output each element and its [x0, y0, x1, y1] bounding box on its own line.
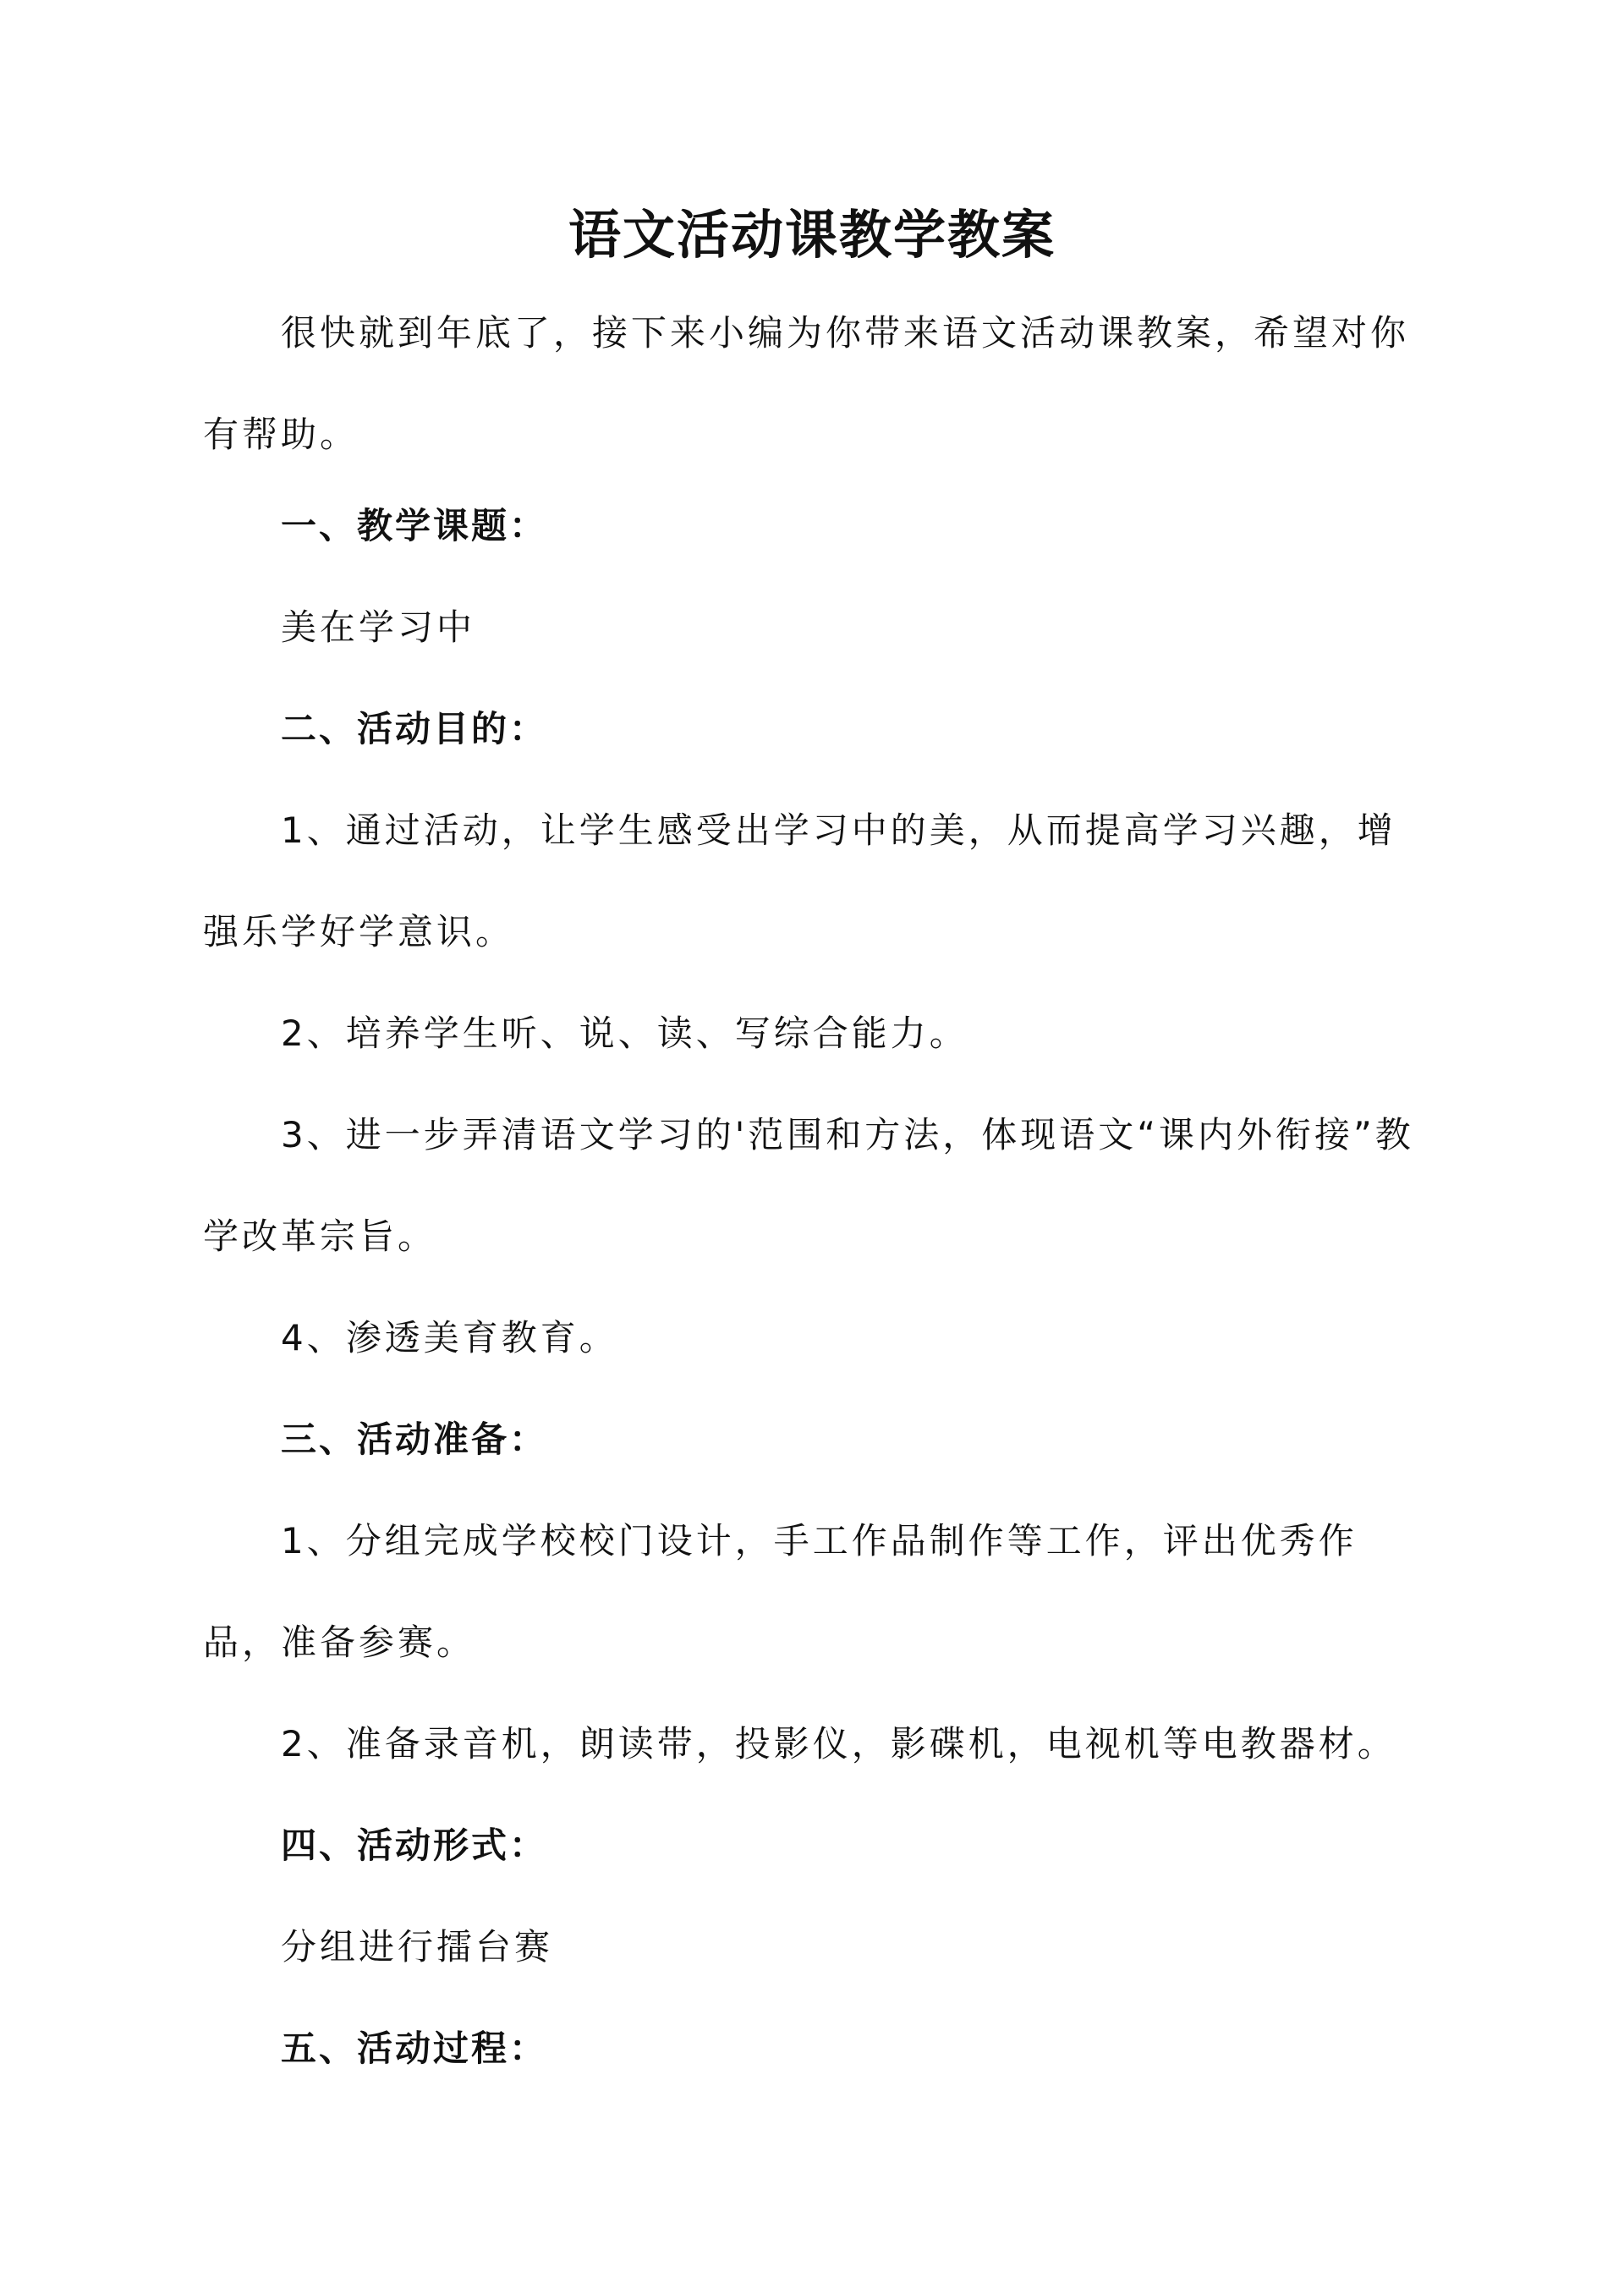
- section-heading-format: 四、活动形式：: [281, 1825, 548, 1866]
- section-heading-topic: 一、教学课题：: [281, 505, 548, 546]
- preparation-item-2: 2、准备录音机，朗读带，投影仪，影碟机，电视机等电教器材。: [281, 1723, 1396, 1764]
- preparation-item-1: 1、分组完成学校校门设计，手工作品制作等工作，评出优秀作品，准备参赛。: [203, 1520, 1358, 1663]
- goal-item-2: 2、培养学生听、说、读、写综合能力。: [281, 1013, 968, 1054]
- section-content-topic: 美在学习中: [281, 606, 476, 648]
- section-heading-preparation: 三、活动准备：: [281, 1419, 548, 1460]
- section-content-format: 分组进行擂台赛: [281, 1926, 554, 1967]
- goal-item-1: 1、通过活动，让学生感受出学习中的美，从而提高学习兴趣，增强乐学好学意识。: [203, 809, 1396, 952]
- goal-item-4: 4、渗透美育教育。: [281, 1317, 618, 1358]
- goal-item-3: 3、进一步弄清语文学习的'范围和方法，体现语文“课内外衔接”教学改革宗旨。: [203, 1114, 1414, 1257]
- section-heading-process: 五、活动过程：: [281, 2028, 548, 2069]
- section-heading-goals: 二、活动目的：: [281, 708, 548, 749]
- document-title: 语文活动课教学教案: [568, 204, 1056, 266]
- intro-paragraph: 很快就到年底了，接下来小编为你带来语文活动课教案，希望对你有帮助。: [203, 312, 1410, 455]
